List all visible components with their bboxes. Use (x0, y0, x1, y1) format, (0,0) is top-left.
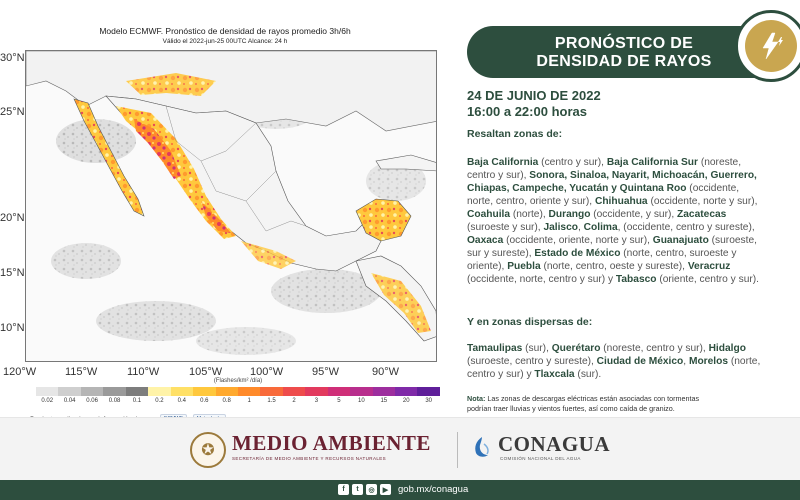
highlighted-zones-text: Baja California (centro y sur), Baja California Sur (noreste, centro y sur), Sonora, Sinaloa, Nayarit, Michoacán, Guerrero, Chiapas, Campeche, Yucatán y Quintana Roo (occidente, norte, centro, oriente y sur), Chihuahua (occidente, norte y sur), Coahuila (norte), Durango (occidente, y sur), Zacatecas (suroeste y sur), Jalisco, Colima, (occidente, centro y sureste), Oaxaca (occidente, oriente, norte y sur), Guanajuato (suroeste, sur y sureste), Estado de México (norte, centro, suroeste y oriente), Puebla (norte, centro, oeste y sureste), Veracruz (occidente, norte, centro y sur) y Tabasco (oriente, centro y sur). (467, 157, 759, 285)
colorbar-tick-label: 5 (337, 398, 341, 404)
colorbar-swatch (148, 387, 170, 396)
section-scattered-heading: Y en zonas dispersas de: (467, 316, 593, 328)
footer (0, 417, 800, 480)
lat-label-20n: 20°N (0, 212, 25, 224)
lat-label-25n: 25°N (0, 106, 25, 118)
page-title-line2: DENSIDAD DE RAYOS (536, 53, 712, 70)
scattered-zones-text: Tamaulipas (sur), Querétaro (noreste, centro y sur), Hidalgo (suroeste, centro y sureste), Ciudad de México, Morelos (norte, centro y sur) y Tlaxcala (sur). (467, 343, 761, 380)
page-title-line1: PRONÓSTICO DE (554, 35, 694, 52)
lat-label-10n: 10°N (0, 322, 25, 334)
conagua-logo-text: CONAGUA (498, 432, 610, 456)
medio-ambiente-subtitle: SECRETARÍA DE MEDIO AMBIENTE Y RECURSOS NATURALES (232, 456, 387, 461)
colorbar-tick-label: 0.1 (132, 398, 142, 404)
colorbar-swatch (36, 387, 58, 396)
forecast-date (467, 88, 601, 120)
colorbar-swatch (350, 387, 372, 396)
lat-label-15n: 15°N (0, 267, 25, 279)
colorbar-tick-label: 3 (314, 398, 319, 404)
map-validity: Válido el 2022-jun-25 00UTC Alcance: 24 h (162, 38, 288, 45)
lightning-badge (735, 10, 800, 82)
instagram-icon[interactable]: ◎ (366, 484, 377, 495)
footer-divider (457, 432, 458, 468)
note-label: Nota: (467, 394, 486, 403)
colorbar-swatch (216, 387, 238, 396)
note-line1: Las zonas de descargas eléctricas están asociadas con tormentas (487, 394, 700, 403)
map-title: Modelo ECMWF. Pronóstico de densidad de rayos promedio 3h/6h (99, 26, 351, 36)
colorbar-tick-label: 1.5 (267, 398, 276, 404)
colorbar-swatch (171, 387, 193, 396)
colorbar-swatch (417, 387, 439, 396)
colorbar-swatch (103, 387, 125, 396)
lon-label-100w: 100°W (250, 366, 284, 378)
colorbar-swatch (373, 387, 395, 396)
colorbar-ticks (36, 398, 440, 404)
conagua-subtitle: COMISIÓN NACIONAL DEL AGUA (500, 456, 581, 461)
map-header (60, 26, 390, 47)
colorbar-swatch (193, 387, 215, 396)
colorbar-tick-label: 15 (380, 398, 388, 404)
conagua-logo-icon (470, 435, 494, 459)
colorbar-tick-label: 0.04 (63, 398, 76, 404)
colorbar-tick-label: 30 (425, 398, 432, 404)
colorbar-tick-label: 10 (358, 398, 365, 404)
note-line2: podrían traer lluvias y vientos fuertes, así como caída de granizo. (467, 403, 675, 413)
colorbar-swatch (238, 387, 260, 396)
colorbar (36, 378, 440, 404)
lon-label-105w: 105°W (189, 366, 223, 378)
lon-label-115w: 115°W (65, 366, 98, 378)
bottom-link-bar (0, 480, 800, 500)
colorbar-swatches (36, 387, 440, 396)
colorbar-tick-label: 0.2 (155, 398, 164, 404)
colorbar-tick-label: 0.02 (41, 398, 54, 404)
lon-label-95w: 95°W (312, 366, 340, 378)
facebook-icon[interactable]: f (338, 484, 349, 495)
lon-label-120w: 120°W (3, 366, 37, 378)
twitter-icon[interactable]: t (352, 484, 363, 495)
social-icons (338, 484, 391, 495)
gob-mx-link[interactable]: gob.mx/conagua (398, 484, 469, 495)
title-banner (467, 26, 772, 78)
colorbar-swatch (126, 387, 148, 396)
colorbar-tick-label: 0.06 (86, 398, 98, 404)
mexico-seal-icon: ✪ (190, 432, 226, 468)
colorbar-swatch (260, 387, 282, 396)
colorbar-swatch (58, 387, 80, 396)
lightning-icon (745, 20, 797, 72)
map-frame (25, 50, 437, 362)
colorbar-tick-label: 0.4 (177, 398, 187, 404)
colorbar-swatch (283, 387, 305, 396)
lightning-forecast-map-panel (0, 22, 452, 417)
forecast-date-day: 24 DE JUNIO DE 2022 (467, 88, 601, 103)
colorbar-title: (Flashes/km² /día) (213, 378, 263, 384)
mexico-density-map (26, 51, 437, 362)
medio-ambiente-logo-text: MEDIO AMBIENTE (232, 431, 431, 455)
colorbar-swatch (328, 387, 350, 396)
lon-label-110w: 110°W (127, 366, 160, 378)
colorbar-tick-label: 20 (402, 398, 410, 404)
youtube-icon[interactable]: ▶ (380, 484, 391, 495)
colorbar-swatch (395, 387, 417, 396)
lat-label-30n: 30°N (0, 52, 25, 64)
section-highlighted-heading: Resaltan zonas de: (467, 128, 563, 140)
colorbar-tick-label: 0.08 (108, 398, 121, 404)
colorbar-tick-label: 2 (292, 398, 296, 404)
forecast-info-panel (455, 0, 800, 417)
colorbar-swatch (81, 387, 103, 396)
page-title (489, 35, 759, 71)
note-text (467, 394, 800, 413)
lon-label-90w: 90°W (372, 366, 400, 378)
colorbar-tick-label: 0.8 (222, 398, 231, 404)
colorbar-tick-label: 0.6 (200, 398, 209, 404)
colorbar-swatch (305, 387, 327, 396)
colorbar-tick-label: 1 (247, 398, 251, 404)
forecast-date-hours: 16:00 a 22:00 horas (467, 104, 587, 119)
